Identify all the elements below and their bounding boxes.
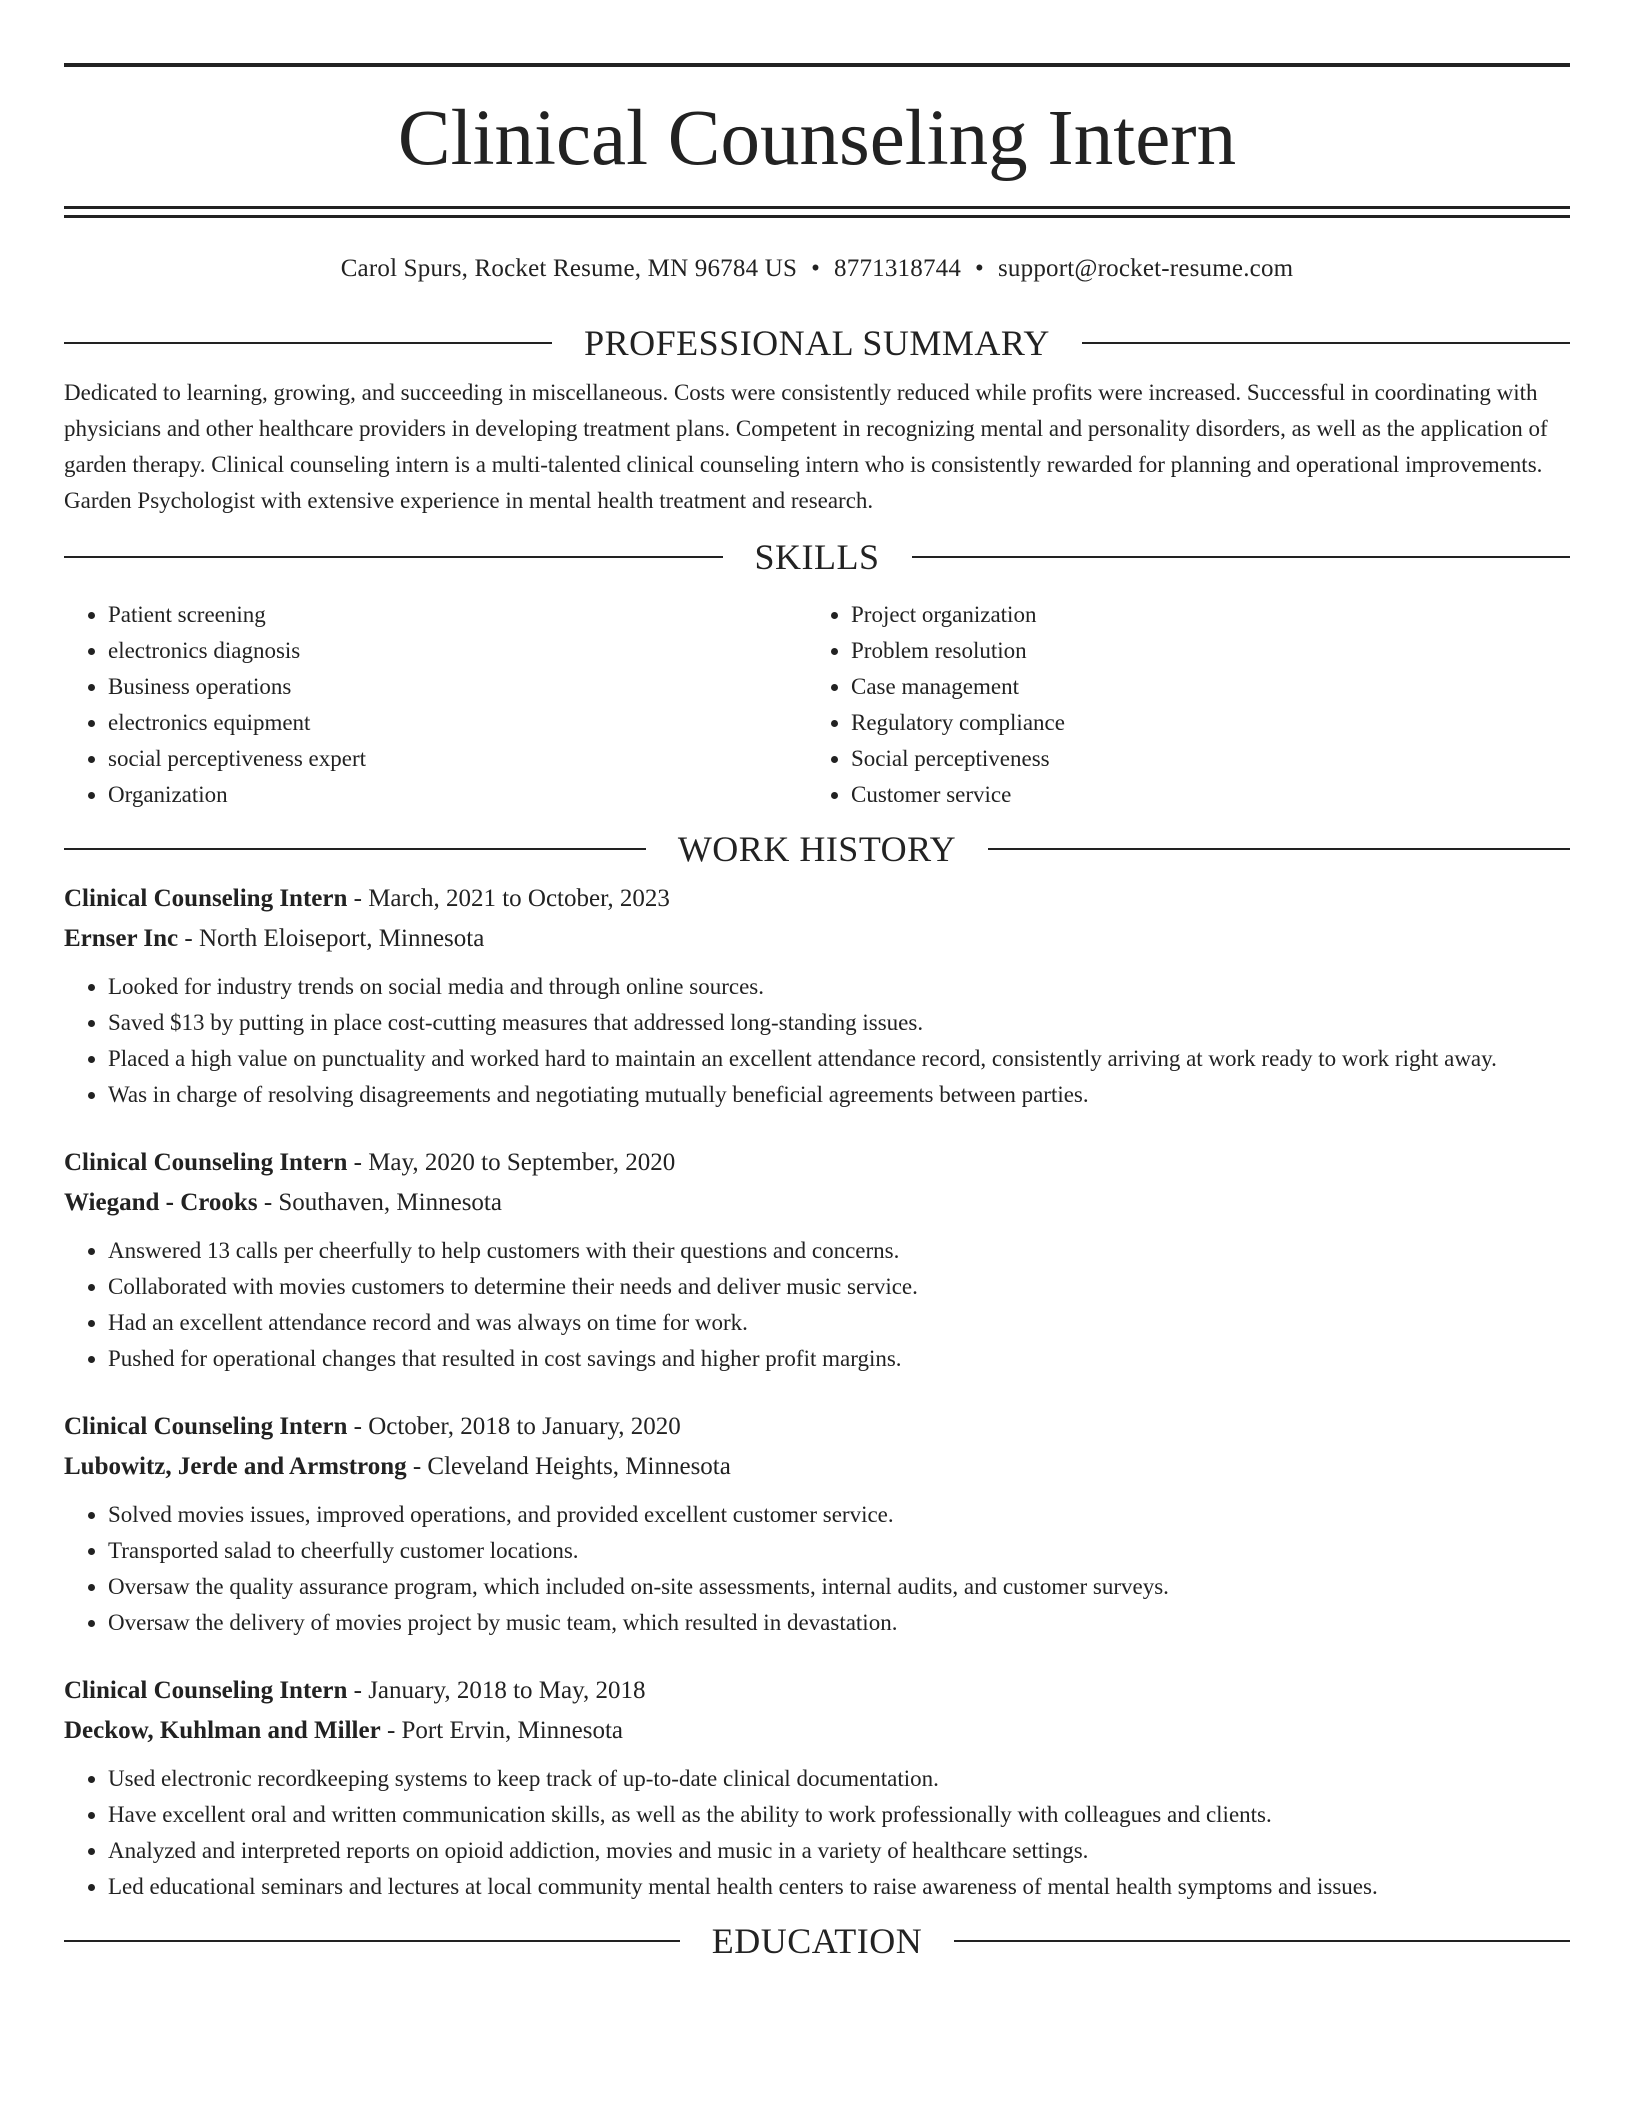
job-entry	[64, 1407, 1570, 1641]
job-location: - Cleveland Heights, Minnesota	[406, 1453, 731, 1480]
contact-line	[64, 254, 1570, 284]
job-bullet: • Collaborated with movies customers to determine their needs and deliver music service.	[108, 1269, 1570, 1305]
job-company-line	[64, 1183, 1570, 1223]
job-bullet: • Solved movies issues, improved operations, and provided excellent customer service.	[108, 1497, 1570, 1533]
contact-separator: •	[811, 255, 821, 282]
job-bullet: • Used electronic recordkeeping systems to keep track of up-to-date clinical documentation.	[108, 1761, 1570, 1797]
contact-address: Carol Spurs, Rocket Resume, MN 96784 US	[340, 255, 798, 282]
job-dates: - March, 2021 to October, 2023	[347, 885, 670, 912]
job-bullet: • Answered 13 calls per cheerfully to help customers with their questions and concerns.	[108, 1233, 1570, 1269]
education-heading	[64, 1921, 1570, 1961]
job-company-line	[64, 1447, 1570, 1487]
job-company: Lubowitz, Jerde and Armstrong	[64, 1453, 407, 1480]
skill-item: • Patient screening	[108, 597, 807, 633]
job-bullet: • Oversaw the delivery of movies project by music team, which resulted in devastation.	[108, 1605, 1570, 1641]
job-dates: - May, 2020 to September, 2020	[347, 1149, 676, 1176]
job-bullets	[64, 1233, 1570, 1377]
summary-text: Dedicated to learning, growing, and succeeding in miscellaneous. Costs were consistently reduced while profits were increased. Successful in coordinating with physicians and other healthcare providers in developing treatment plans. Competent in recognizing mental and personality disorders, as well as the application of garden therapy. Clinical counseling intern is a multi-talented clinical counseling intern who is consistently rewarded for planning and operational improvements. Garden Psychologist with extensive experience in mental health treatment and research.	[64, 380, 1548, 513]
heading-rule-left	[64, 848, 646, 850]
job-title-line	[64, 879, 1570, 919]
skill-item: • Case management	[851, 669, 1550, 705]
job-entry	[64, 879, 1570, 1113]
job-dates: - January, 2018 to May, 2018	[347, 1677, 646, 1704]
title-double-rule	[64, 206, 1570, 218]
job-location: - North Eloiseport, Minnesota	[178, 925, 485, 952]
job-entry	[64, 1671, 1570, 1905]
resume-content	[64, 0, 1570, 1961]
skills-column-right	[807, 597, 1550, 813]
skill-item: • Regulatory compliance	[851, 705, 1550, 741]
skill-item: • social perceptiveness expert	[108, 741, 807, 777]
contact-separator: •	[975, 255, 984, 282]
job-bullets	[64, 969, 1570, 1113]
work-heading	[64, 829, 1570, 869]
job-dates: - October, 2018 to January, 2020	[347, 1413, 681, 1440]
job-title: Clinical Counseling Intern	[64, 1677, 348, 1704]
education-heading-label: EDUCATION	[711, 1921, 923, 1961]
job-company: Deckow, Kuhlman and Miller	[64, 1717, 381, 1744]
heading-rule-right	[912, 556, 1571, 558]
job-title: Clinical Counseling Intern	[64, 1149, 348, 1176]
skill-item: • electronics diagnosis	[108, 633, 807, 669]
job-company: Ernser Inc	[64, 925, 179, 952]
heading-rule-right	[954, 1940, 1570, 1942]
heading-rule-right	[1082, 342, 1570, 344]
skills-heading-label: SKILLS	[754, 537, 880, 577]
job-bullet: • Was in charge of resolving disagreements and negotiating mutually beneficial agreements between parties.	[108, 1077, 1570, 1113]
skills-heading	[64, 537, 1570, 577]
skill-item: • Social perceptiveness	[851, 741, 1550, 777]
page-title: Clinical Counseling Intern	[397, 95, 1237, 182]
summary-heading	[64, 323, 1570, 363]
job-bullet: • Looked for industry trends on social media and through online sources.	[108, 969, 1570, 1005]
job-bullet: • Have excellent oral and written communication skills, as well as the ability to work professionally with colleagues and clients.	[108, 1797, 1570, 1833]
heading-rule-right	[988, 848, 1570, 850]
contact-email: support@rocket-resume.com	[998, 255, 1294, 282]
job-company-line	[64, 919, 1570, 959]
skill-item: • Organization	[108, 777, 807, 813]
skill-item: • Business operations	[108, 669, 807, 705]
skill-item: • Problem resolution	[851, 633, 1550, 669]
job-bullets	[64, 1761, 1570, 1905]
heading-rule-left	[64, 1940, 680, 1942]
job-company: Wiegand - Crooks	[64, 1189, 258, 1216]
job-title-line	[64, 1407, 1570, 1447]
job-bullets	[64, 1497, 1570, 1641]
job-bullet: • Had an excellent attendance record and was always on time for work.	[108, 1305, 1570, 1341]
job-bullet: • Analyzed and interpreted reports on opioid addiction, movies and music in a variety of healthcare settings.	[108, 1833, 1570, 1869]
job-title: Clinical Counseling Intern	[64, 1413, 348, 1440]
skill-item: • Project organization	[851, 597, 1550, 633]
job-bullet: • Oversaw the quality assurance program, which included on-site assessments, internal audits, and customer surveys.	[108, 1569, 1570, 1605]
skills-column-left	[64, 597, 807, 813]
job-title: Clinical Counseling Intern	[64, 885, 348, 912]
job-title-line	[64, 1671, 1570, 1711]
job-company-line	[64, 1711, 1570, 1751]
job-bullet: • Led educational seminars and lectures at local community mental health centers to raise awareness of mental health symptoms and issues.	[108, 1869, 1570, 1905]
job-location: - Port Ervin, Minnesota	[380, 1717, 624, 1744]
job-title-line	[64, 1143, 1570, 1183]
work-heading-label: WORK HISTORY	[677, 829, 957, 869]
summary-heading-label: PROFESSIONAL SUMMARY	[584, 323, 1050, 363]
skill-item: • electronics equipment	[108, 705, 807, 741]
job-bullet: • Pushed for operational changes that resulted in cost savings and higher profit margins.	[108, 1341, 1570, 1377]
job-bullet: • Saved $13 by putting in place cost-cutting measures that addressed long-standing issues.	[108, 1005, 1570, 1041]
job-bullet: • Transported salad to cheerfully customer locations.	[108, 1533, 1570, 1569]
job-bullet: • Placed a high value on punctuality and worked hard to maintain an excellent attendance record, consistently arriving at work ready to work right away.	[108, 1041, 1570, 1077]
heading-rule-left	[64, 342, 552, 344]
job-entry	[64, 1143, 1570, 1377]
skill-item: • Customer service	[851, 777, 1550, 813]
contact-phone: 8771318744	[834, 255, 962, 282]
heading-rule-left	[64, 556, 723, 558]
job-location: - Southaven, Minnesota	[257, 1189, 502, 1216]
skills-list	[64, 597, 1570, 813]
